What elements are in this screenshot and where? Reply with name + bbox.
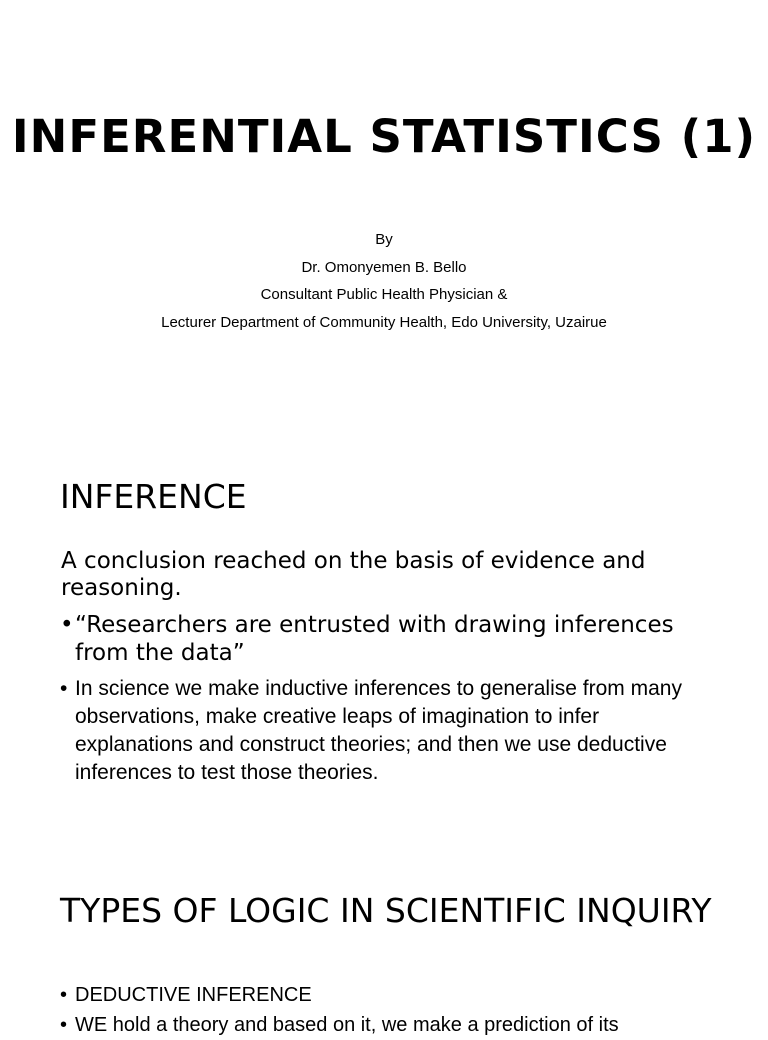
logic-types-slide: [0, 856, 768, 1036]
slide-heading-inference: INFERENCE: [60, 477, 247, 516]
inference-slide: [0, 440, 768, 856]
list-item: [60, 1010, 720, 1040]
bullet-text: WE hold a theory and based on it, we make a prediction of its: [75, 1014, 619, 1036]
bullet-text: In science we make inductive inferences to generalise from many observations, make creative leaps of imagination to infer explanations and construct theories; and then we use deductive inferences to test those theories.: [75, 677, 682, 784]
list-item: [60, 980, 720, 1010]
subtitle-by: By: [375, 231, 393, 248]
bullet-text: DEDUCTIVE INFERENCE: [75, 984, 312, 1006]
bullet-list: [60, 980, 720, 1040]
presenter-affiliation: Lecturer Department of Community Health, Edo University, Uzairue: [161, 313, 607, 331]
bullet-icon: •: [60, 612, 74, 638]
list-item: [60, 675, 720, 787]
bullet-list: [60, 611, 720, 787]
inference-definition: A conclusion reached on the basis of evidence and reasoning.: [61, 548, 646, 601]
presenter-info: [0, 226, 768, 336]
presentation-title: INFERENTIAL STATISTICS (1): [11, 110, 757, 163]
presenter-role: Consultant Public Health Physician &: [260, 286, 508, 303]
bullet-text: “Researchers are entrusted with drawing inferences from the data”: [75, 612, 674, 666]
slide-heading-logic-types: TYPES OF LOGIC IN SCIENTIFIC INQUIRY: [60, 891, 712, 930]
bullet-icon: •: [60, 677, 68, 700]
list-item: [60, 611, 720, 667]
presenter-name: Dr. Omonyemen B. Bello: [301, 258, 467, 276]
bullet-icon: •: [60, 1014, 68, 1036]
title-slide: [0, 0, 768, 440]
bullet-icon: •: [60, 984, 68, 1006]
